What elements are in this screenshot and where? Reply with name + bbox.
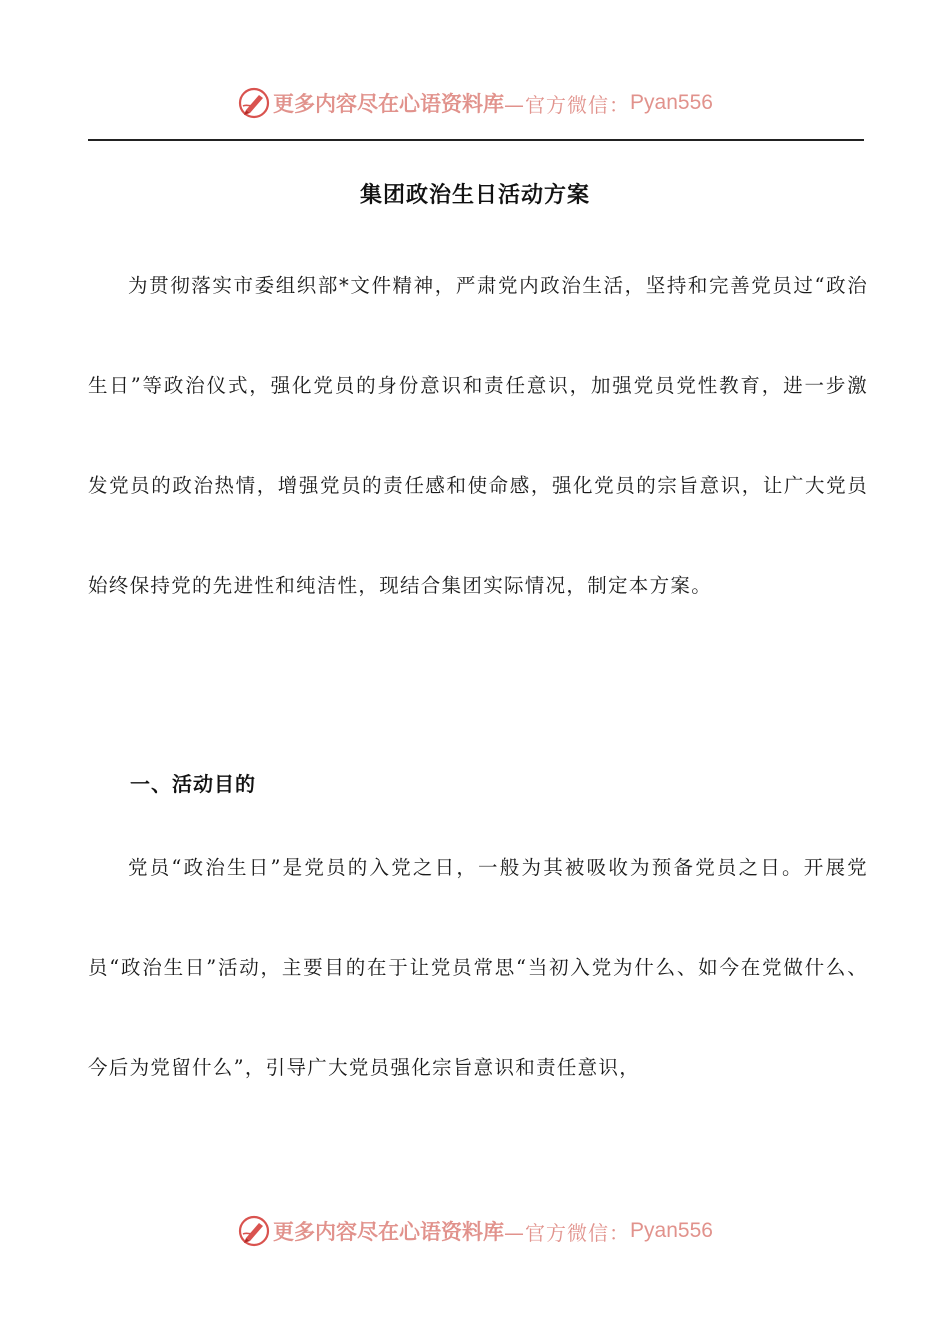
- document-title: 集团政治生日活动方案: [359, 183, 590, 208]
- watermark-wechat-id: Pyan556: [630, 91, 713, 114]
- pen-logo-icon: [237, 86, 271, 120]
- header-watermark: [0, 83, 950, 123]
- watermark-tagline: —官方微信：: [504, 92, 631, 117]
- pen-logo-icon: [237, 1214, 271, 1248]
- watermark-tagline: —官方微信：: [504, 1220, 631, 1245]
- watermark-wechat-id: Pyan556: [630, 1219, 713, 1242]
- header-divider: [88, 139, 864, 141]
- watermark-brand: 更多内容尽在心语资料库: [273, 91, 505, 116]
- intro-paragraph: 为贯彻落实市委组织部*文件精神，严肃党内政治生活，坚持和完善党员过“政治生日”等政治仪式，强化党员的身份意识和责任意识，加强党员党性教育，进一步激发党员的政治热情，增强党员的责任感和使命感，强化党员的宗旨意识，让广大党员始终保持党的先进性和纯洁性，现结合集团实际情况，制定本方案。: [88, 274, 868, 597]
- section-heading: 一、活动目的: [130, 772, 256, 796]
- footer-watermark: [0, 1211, 950, 1251]
- section-body-paragraph: 党员“政治生日”是党员的入党之日，一般为其被吸收为预备党员之日。开展党员“政治生日”活动，主要目的在于让党员常思“当初入党为什么、如今在党做什么、今后为党留什么”，引导广大党员强化宗旨意识和责任意识，: [88, 856, 868, 1079]
- watermark-brand: 更多内容尽在心语资料库: [273, 1219, 505, 1244]
